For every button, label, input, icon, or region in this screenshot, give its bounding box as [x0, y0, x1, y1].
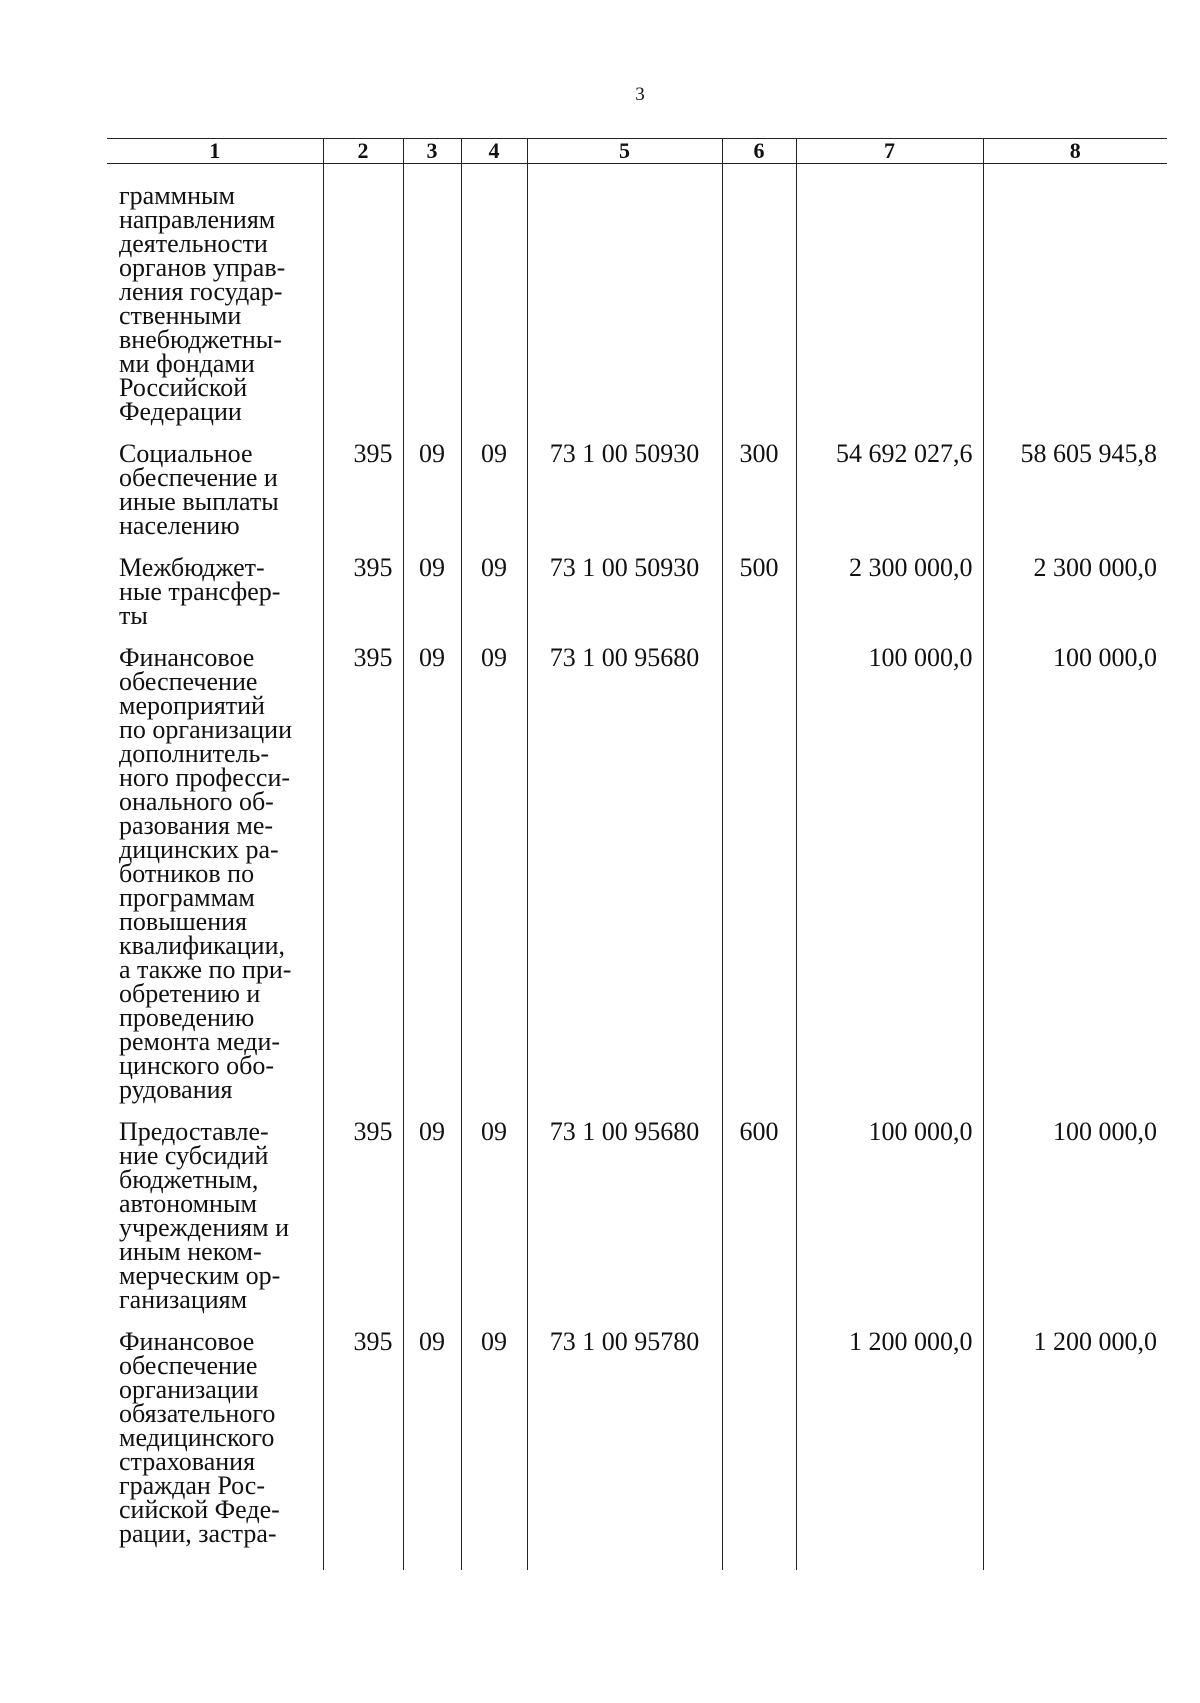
cell-amount-year1: 2 300 000,0	[796, 538, 983, 628]
cell-admin-code: 395	[323, 424, 403, 538]
cell-section: 09	[403, 1312, 461, 1570]
cell-target-article	[527, 164, 722, 425]
column-header-5: 5	[527, 139, 722, 164]
cell-expense-type	[722, 164, 796, 425]
cell-amount-year1: 1 200 000,0	[796, 1312, 983, 1570]
cell-amount-year2: 2 300 000,0	[983, 538, 1167, 628]
cell-subsection: 09	[461, 538, 527, 628]
column-header-4: 4	[461, 139, 527, 164]
table-header	[107, 139, 1167, 164]
cell-subsection: 09	[461, 424, 527, 538]
cell-admin-code: 395	[323, 538, 403, 628]
cell-admin-code: 395	[323, 628, 403, 1102]
cell-target-article: 73 1 00 95780	[527, 1312, 722, 1570]
table-row	[107, 628, 1167, 1102]
column-header-2: 2	[323, 139, 403, 164]
cell-section: 09	[403, 424, 461, 538]
row-name: граммным направлениям деятельности органов управ- ления государ- ственными внебюджетны- ми фондами Российской Федерации	[119, 181, 286, 426]
row-name: Социальное обеспечение и иные выплаты населению	[119, 439, 279, 540]
row-name: Межбюджет- ные трансфер- ты	[119, 553, 281, 630]
cell-amount-year1: 100 000,0	[796, 628, 983, 1102]
cell-section: 09	[403, 628, 461, 1102]
cell-amount-year2: 1 200 000,0	[983, 1312, 1167, 1570]
cell-target-article: 73 1 00 95680	[527, 628, 722, 1102]
cell-section: 09	[403, 538, 461, 628]
cell-expense-type: 500	[722, 538, 796, 628]
cell-expense-type	[722, 628, 796, 1102]
cell-admin-code: 395	[323, 1102, 403, 1312]
cell-subsection	[461, 164, 527, 425]
cell-amount-year2	[983, 164, 1167, 425]
column-header-6: 6	[722, 139, 796, 164]
table-body	[107, 164, 1167, 1571]
column-header-3: 3	[403, 139, 461, 164]
cell-expense-type: 300	[722, 424, 796, 538]
column-header-8: 8	[983, 139, 1167, 164]
row-name: Предоставле- ние субсидий бюджетным, автономным учреждениям и иным неком- мерческим ор- ганизациям	[119, 1117, 290, 1314]
cell-amount-year2: 58 605 945,8	[983, 424, 1167, 538]
cell-admin-code	[323, 164, 403, 425]
table-row	[107, 424, 1167, 538]
cell-admin-code: 395	[323, 1312, 403, 1570]
cell-subsection: 09	[461, 1312, 527, 1570]
table-row	[107, 164, 1167, 425]
cell-amount-year1: 54 692 027,6	[796, 424, 983, 538]
column-header-7: 7	[796, 139, 983, 164]
cell-subsection: 09	[461, 628, 527, 1102]
table-row	[107, 1102, 1167, 1312]
table-header-row	[107, 139, 1167, 164]
table-row	[107, 1312, 1167, 1570]
cell-target-article: 73 1 00 50930	[527, 538, 722, 628]
cell-amount-year1: 100 000,0	[796, 1102, 983, 1312]
page-number: 3	[635, 84, 645, 105]
cell-amount-year1	[796, 164, 983, 425]
budget-table	[107, 138, 1167, 1570]
cell-target-article: 73 1 00 50930	[527, 424, 722, 538]
cell-section	[403, 164, 461, 425]
cell-target-article: 73 1 00 95680	[527, 1102, 722, 1312]
row-name: Финансовое обеспечение мероприятий по организации дополнитель- ного професси- онального об- разования ме- дицинских ра- ботников по программам повышения квалификации, а также по при- обретению и проведению ремонта меди- цинского обо- рудования	[119, 643, 292, 1104]
table-row	[107, 538, 1167, 628]
cell-expense-type: 600	[722, 1102, 796, 1312]
cell-amount-year2: 100 000,0	[983, 628, 1167, 1102]
cell-expense-type	[722, 1312, 796, 1570]
cell-amount-year2: 100 000,0	[983, 1102, 1167, 1312]
column-header-1: 1	[107, 139, 323, 164]
cell-subsection: 09	[461, 1102, 527, 1312]
cell-section: 09	[403, 1102, 461, 1312]
row-name: Финансовое обеспечение организации обязательного медицинского страхования граждан Рос- сийской Феде- рации, застра-	[119, 1327, 280, 1548]
